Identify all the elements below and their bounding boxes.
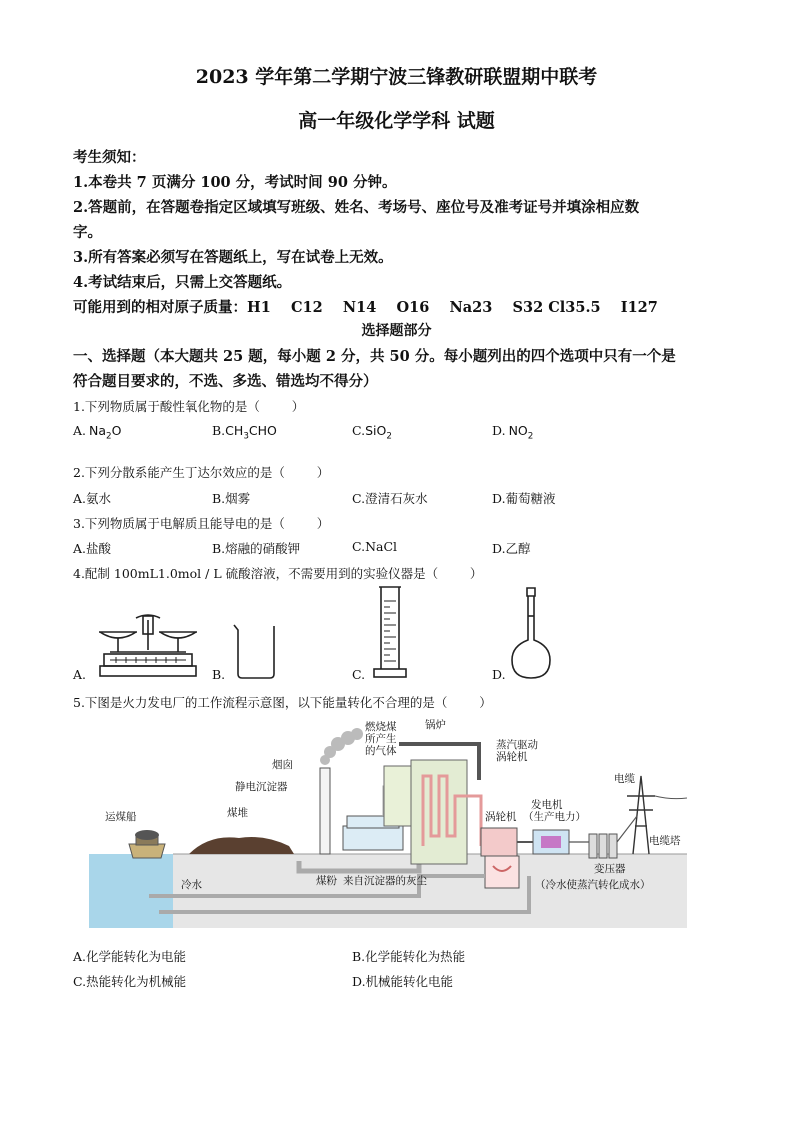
label-boiler: 锅炉: [425, 719, 446, 731]
q5-option-d: D.机械能转化电能: [352, 974, 454, 989]
label-condense: （冷水使蒸汽转化成水）: [535, 879, 651, 891]
power-plant-diagram: [89, 716, 687, 928]
label-turbine: 涡轮机: [496, 751, 528, 763]
notice-item: 2.答题前，在答题卷指定区域填写班级、姓名、考场号、座位号及准考证号并填涂相应数: [73, 199, 640, 216]
label-gas: 的气体: [365, 745, 397, 757]
q3-option-a: A.盐酸: [73, 541, 112, 556]
turbine-icon: [481, 828, 517, 856]
label-transformer: 变压器: [594, 863, 626, 875]
option-label: C.: [352, 423, 366, 438]
q2-option-b: B.烟雾: [212, 491, 251, 506]
formula-sub: 3: [243, 431, 249, 442]
graduated-cylinder-icon: [372, 585, 408, 681]
notice-heading: 考生须知：: [73, 149, 146, 166]
q4-stem: 4.配制 100mL1.0mol / L 硫酸溶液，不需要用到的实验仪器是（ ）: [73, 566, 483, 581]
smoke-icon: [320, 728, 363, 765]
q3-option-d: D.乙醇: [492, 541, 531, 556]
balance-icon: [96, 610, 200, 678]
formula: [225, 423, 277, 442]
option-label: B.: [212, 423, 226, 438]
formula-sub: 2: [106, 431, 112, 442]
label-cable: 电缆: [614, 773, 635, 785]
formula: [508, 423, 534, 442]
formula-sub: 2: [527, 431, 534, 442]
section-instructions-cont: 符合题目要求的，不选、多选、错选均不得分）: [73, 373, 378, 390]
label-generator: （生产电力）: [523, 811, 586, 823]
transformer-icon: [589, 834, 617, 858]
label-precipitator: 静电沉淀器: [235, 781, 288, 793]
q5-option-a: A.化学能转化为电能: [73, 949, 187, 964]
q1-option-c: [352, 423, 392, 442]
label-tower: 电缆塔: [649, 835, 681, 847]
section-instructions: 一、选择题（本大题共 25 题，每小题 2 分，共 50 分。每小题列出的四个选项中只有一个是: [73, 348, 676, 365]
chimney-icon: [320, 768, 330, 854]
beaker-icon: [230, 622, 282, 680]
notice-item: 4.考试结束后，只需上交答题纸。: [73, 274, 292, 291]
atomic-mass-line: 可能用到的相对原子质量：H1 C12 N14 O16 Na23 S32 Cl35.5 I127: [73, 299, 658, 316]
q3-stem: 3.下列物质属于电解质且能导电的是（ ）: [73, 516, 330, 531]
formula: [89, 423, 122, 442]
water-area: [89, 854, 173, 928]
label-coal-pile: 煤堆: [227, 807, 248, 819]
notice-item: 字。: [73, 224, 102, 241]
precipitator-icon: [343, 826, 403, 850]
formula-part: O: [111, 423, 122, 438]
label-ship: 运煤船: [105, 811, 137, 823]
exam-subtitle: 高一年级化学学科 试题: [298, 110, 495, 132]
notice-item: 3.所有答案必须写在答题纸上，写在试卷上无效。: [73, 249, 393, 266]
option-label: D.: [492, 423, 506, 438]
label-chimney: 烟囱: [272, 759, 293, 771]
notice-item: 1.本卷共 7 页满分 100 分，考试时间 90 分钟。: [73, 174, 397, 191]
section-name: 选择题部分: [361, 323, 432, 339]
q2-option-c: C.澄清石灰水: [352, 491, 428, 506]
label-gas: 燃烧煤: [365, 721, 397, 733]
label-ash: 来自沉淀器的灰尘: [343, 875, 427, 887]
q3-option-b: B.熔融的硝酸钾: [212, 541, 301, 556]
q1-option-d: [492, 423, 533, 442]
formula-part: CHO: [248, 423, 277, 438]
label-coal-powder: 煤粉: [316, 875, 337, 887]
formula-part: SiO: [365, 423, 387, 438]
q2-stem: 2.下列分散系能产生丁达尔效应的是（ ）: [73, 465, 330, 480]
label-gas: 所产生: [365, 733, 397, 745]
q5-stem: 5.下图是火力发电厂的工作流程示意图，以下能量转化不合理的是（ ）: [73, 695, 492, 710]
label-cold-water: 冷水: [181, 879, 202, 891]
label-turbine: 蒸汽驱动: [496, 739, 538, 751]
formula: [365, 423, 392, 442]
q2-option-a: A.氨水: [73, 491, 112, 506]
q5-option-b: B.化学能转化为热能: [352, 949, 466, 964]
formula-part: CH: [225, 423, 244, 438]
q4-option-d: D.: [492, 667, 506, 682]
volumetric-flask-icon: [508, 586, 554, 682]
exam-title: 2023 学年第二学期宁波三锋教研联盟期中联考: [195, 66, 598, 88]
q2-option-d: D.葡萄糖液: [492, 491, 556, 506]
q3-option-c: C.NaCl: [352, 539, 398, 554]
q4-option-c: C.: [352, 667, 366, 682]
q1-option-a: [73, 423, 121, 442]
coal-pile-icon: [189, 837, 294, 854]
label-turbine-machine: 涡轮机: [485, 811, 517, 823]
q4-option-a: A.: [73, 667, 87, 682]
formula-part: Na: [89, 423, 107, 438]
formula-part: NO: [508, 423, 528, 438]
label-generator: 发电机: [531, 799, 563, 811]
q1-stem: 1.下列物质属于酸性氧化物的是（ ）: [73, 399, 305, 414]
option-label: A.: [73, 423, 87, 438]
q4-option-b: B.: [212, 667, 226, 682]
formula-sub: 2: [386, 431, 392, 442]
q5-option-c: C.热能转化为机械能: [73, 974, 187, 989]
q1-option-b: [212, 423, 277, 442]
coal-ship-icon: [129, 830, 165, 858]
